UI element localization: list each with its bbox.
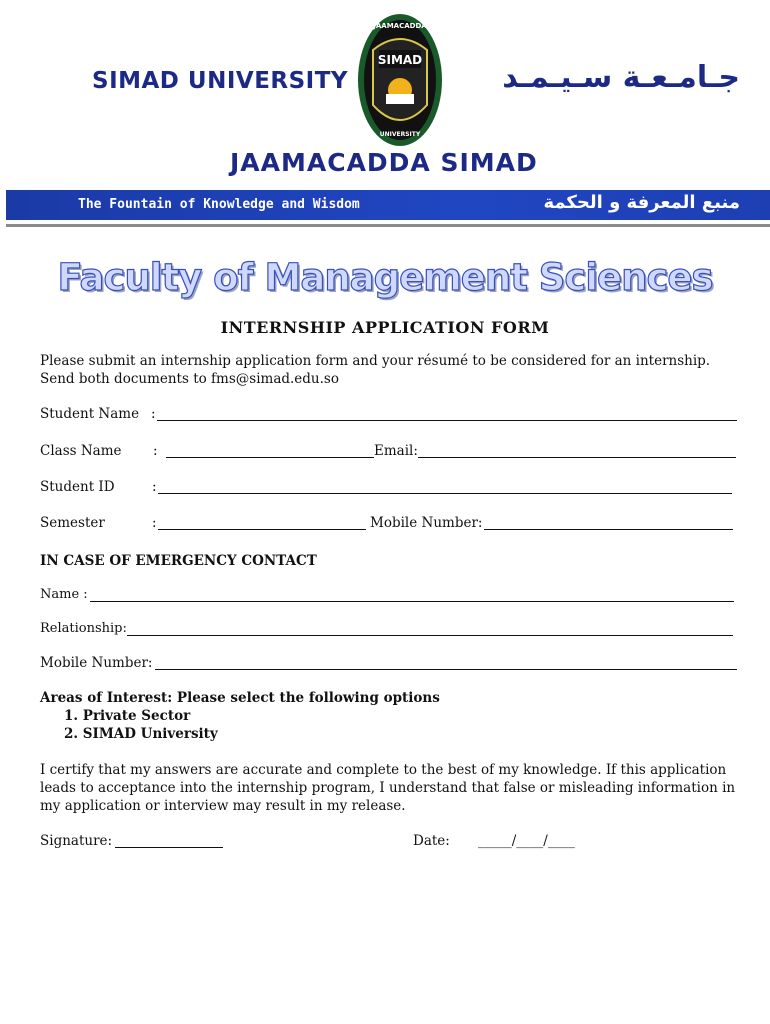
university-logo-icon <box>355 10 445 150</box>
intro-line-1: Please submit an internship application form and your résumé to be considered for an internship. <box>40 353 711 369</box>
date-label: Date: <box>413 833 450 849</box>
certify-line-3: my application or interview may result in my release. <box>40 798 406 814</box>
emergency-name-label: Name : <box>40 587 88 602</box>
interest-option-simad-university[interactable]: 2. SIMAD University <box>64 726 218 742</box>
university-name-en: SIMAD UNIVERSITY <box>92 68 349 94</box>
student-id-field[interactable] <box>158 493 732 494</box>
form-title: INTERNSHIP APPLICATION FORM <box>220 318 550 337</box>
student-name-field[interactable] <box>157 420 737 421</box>
motto-ar: منبع المعرفة و الحكمة <box>543 192 740 213</box>
university-name-so: JAAMACADDA SIMAD <box>230 148 538 177</box>
university-name-ar: جـامـعـة سـيـمـد <box>502 60 740 95</box>
email-field[interactable] <box>418 457 736 458</box>
class-name-colon: : <box>153 443 158 459</box>
date-field[interactable]: _____/____/____ <box>478 833 575 849</box>
emergency-relationship-label: Relationship: <box>40 621 127 636</box>
signature-field[interactable] <box>115 847 223 848</box>
student-id-colon: : <box>152 479 157 495</box>
emergency-heading: IN CASE OF EMERGENCY CONTACT <box>40 553 317 569</box>
semester-colon: : <box>152 515 157 531</box>
mobile-label: Mobile Number: <box>370 515 483 531</box>
emergency-name-field[interactable] <box>90 601 734 602</box>
interest-option-private-sector[interactable]: 1. Private Sector <box>64 708 191 724</box>
intro-line-2: Send both documents to fms@simad.edu.so <box>40 371 339 387</box>
faculty-title: Faculty of Management Sciences <box>57 256 713 299</box>
motto-en: The Fountain of Knowledge and Wisdom <box>78 197 360 212</box>
mobile-field[interactable] <box>484 529 733 530</box>
semester-field[interactable] <box>158 529 366 530</box>
logo-arc-bottom: UNIVERSITY <box>379 131 421 138</box>
student-id-label: Student ID <box>40 479 115 495</box>
certify-line-1: I certify that my answers are accurate and complete to the best of my knowledge. If this application <box>40 762 727 778</box>
logo-arc-top: JAAMACADDA <box>373 22 427 30</box>
semester-label: Semester <box>40 515 105 531</box>
interest-heading: Areas of Interest: Please select the following options <box>40 690 440 706</box>
student-name-label: Student Name <box>40 406 140 422</box>
emergency-mobile-field[interactable] <box>155 669 737 670</box>
certify-line-2: leads to acceptance into the internship program, I understand that false or misleading information in <box>40 780 736 796</box>
signature-label: Signature: <box>40 833 113 849</box>
emergency-relationship-field[interactable] <box>127 635 733 636</box>
email-label: Email: <box>374 443 418 459</box>
emergency-mobile-label: Mobile Number: <box>40 655 153 671</box>
student-name-colon: : <box>151 406 156 422</box>
class-name-label: Class Name <box>40 443 122 459</box>
logo-text: SIMAD <box>377 53 423 67</box>
class-name-field[interactable] <box>166 457 374 458</box>
